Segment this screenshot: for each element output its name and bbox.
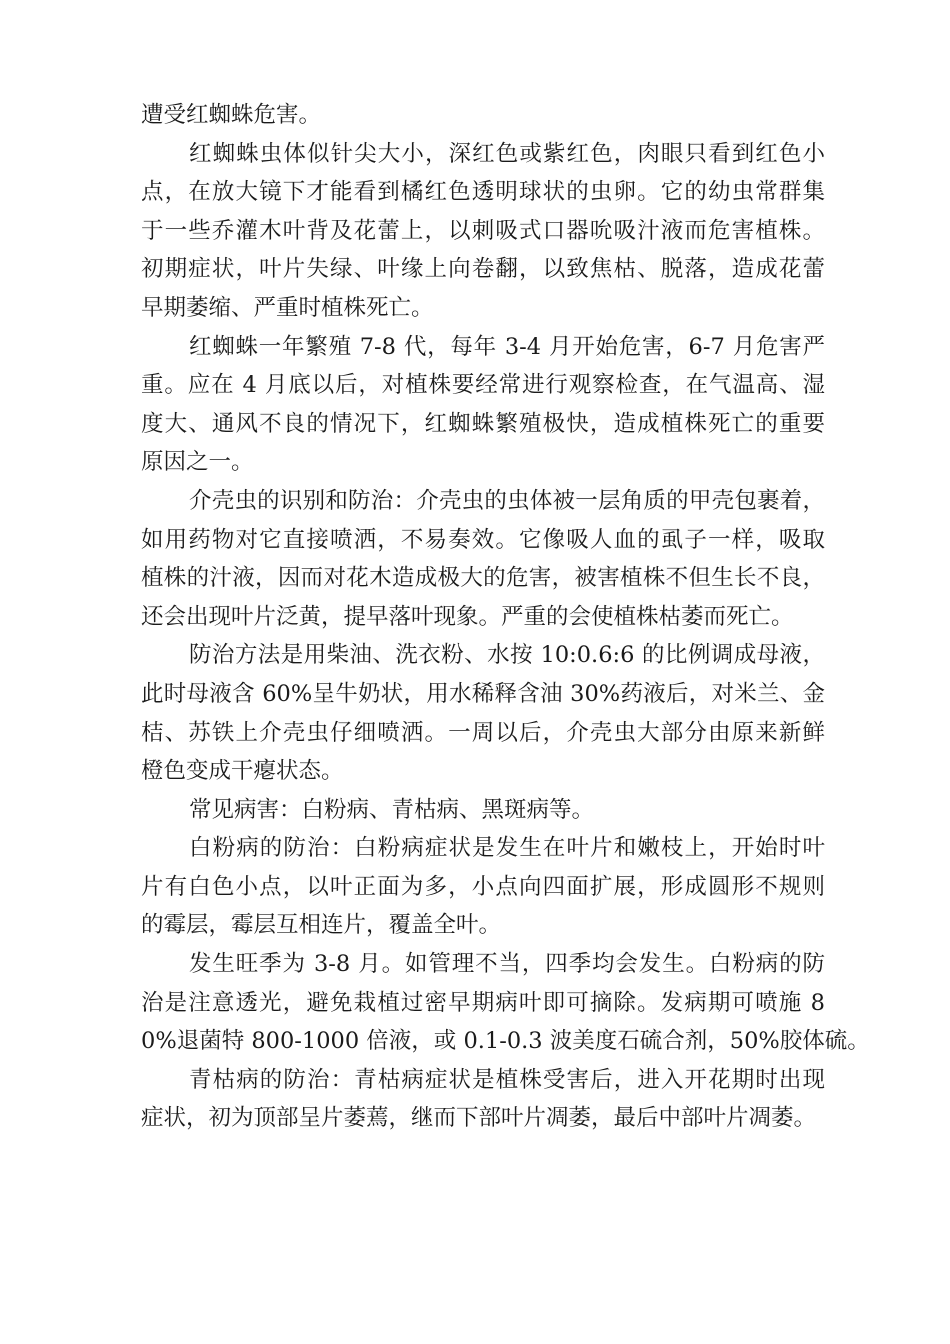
text-line: 橙色变成干瘪状态。 [141,758,344,785]
text-line: 桔、苏铁上介壳虫仔细喷洒。一周以后，介壳虫大部分由原来新鲜 [141,719,825,746]
text-line: 白粉病的防治：白粉病症状是发生在叶片和嫩枝上，开始时叶 [189,835,825,862]
text-line: 红蜘蛛一年繁殖 7-8 代，每年 3-4 月开始危害，6-7 月危害严 [189,333,825,360]
text-line: 发生旺季为 3-8 月。如管理不当，四季均会发生。白粉病的防 [189,951,825,978]
paragraph [141,96,825,135]
text-line: 早期萎缩、严重时植株死亡。 [141,294,434,321]
paragraph [141,135,825,328]
text-line: 初期症状，叶片失绿、叶缘上向卷翻，以致焦枯、脱落，造成花蕾 [141,256,825,283]
text-line: 片有白色小点，以叶正面为多，小点向四面扩展，形成圆形不规则 [141,873,825,900]
text-line: 介壳虫的识别和防治：介壳虫的虫体被一层角质的甲壳包裹着， [189,487,825,514]
text-line: 遭受红蜘蛛危害。 [141,102,322,128]
paragraph [141,829,825,945]
text-line: 治是注意透光，避免栽植过密早期病叶即可摘除。发病期可喷施 8 [141,989,825,1016]
text-line: 重。应在 4 月底以后，对植株要经常进行观察检查，在气温高、湿 [141,372,825,399]
document-body [141,96,870,1138]
text-line: 植株的汁液，因而对花木造成极大的危害，被害植株不但生长不良， [141,565,825,592]
text-line: 原因之一。 [141,449,254,476]
text-line: 于一些乔灌木叶背及花蕾上，以刺吸式口器吮吸汁液而危害植株。 [141,217,825,244]
text-line: 点，在放大镜下才能看到橘红色透明球状的虫卵。它的幼虫常群集 [141,179,825,206]
text-line: 如用药物对它直接喷洒，不易奏效。它像吸人血的虱子一样，吸取 [141,526,825,553]
text-line: 度大、通风不良的情况下，红蜘蛛繁殖极快，造成植株死亡的重要 [141,410,825,437]
text-line: 的霉层，霉层互相连片，覆盖全叶。 [141,912,502,939]
paragraph [141,328,825,482]
paragraph [141,636,825,790]
paragraph [141,1061,825,1138]
text-line: 红蜘蛛虫体似针尖大小，深红色或紫红色，肉眼只看到红色小 [189,140,825,167]
paragraph [141,482,825,636]
text-line: 防治方法是用柴油、洗衣粉、水按 10:0.6:6 的比例调成母液， [189,642,825,669]
text-line: 青枯病的防治：青枯病症状是植株受害后，进入开花期时出现 [189,1066,825,1093]
paragraph [141,945,870,1061]
text-line: 还会出现叶片泛黄，提早落叶现象。严重的会使植株枯萎而死亡。 [141,603,794,630]
text-line: 0%退菌特 800-1000 倍液，或 0.1-0.3 波美度石硫合剂，50%胶体硫。 [141,1028,870,1055]
text-line: 常见病害：白粉病、青枯病、黑斑病等。 [189,796,595,823]
text-line: 症状，初为顶部呈片萎蔫，继而下部叶片凋萎，最后中部叶片凋萎。 [141,1105,817,1132]
paragraph [141,791,825,830]
text-line: 此时母液含 60%呈牛奶状，用水稀释含油 30%药液后，对米兰、金 [141,680,825,707]
